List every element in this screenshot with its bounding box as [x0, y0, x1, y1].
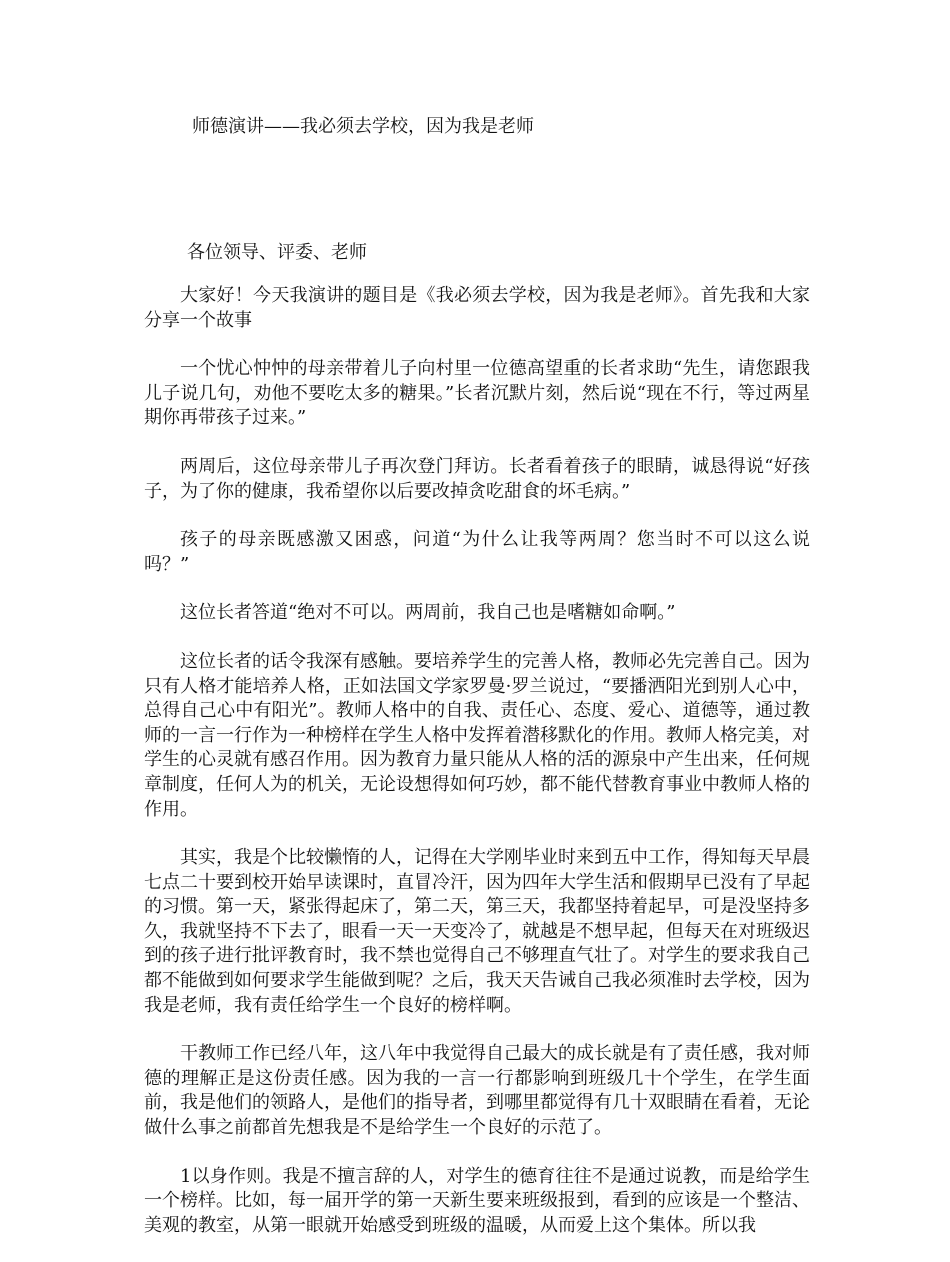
paragraph-story-intro: 一个忧心忡忡的母亲带着儿子向村里一位德高望重的长者求助“先生，请您跟我儿子说几句，劝他不要吃太多的糖果。”长者沉默片刻，然后说“现在不行，等过两星期你再带孩子过来。”: [144, 358, 810, 429]
paragraph-responsibility: 干教师工作已经八年，这八年中我觉得自己最大的成长就是有了责任感，我对师德的理解正是这份责任感。因为我的一言一行都影响到班级几十个学生，在学生面前，我是他们的领路人，是他们的指导者，到哪里都觉得有几十双眼睛在看着，无论做什么事之前都首先想我是不是给学生一个良好的示范了。: [144, 1043, 810, 1139]
salutation: 各位领导、评委、老师: [187, 242, 367, 263]
paragraph-personal-story: 其实，我是个比较懒惰的人，记得在大学刚毕业时来到五中工作，得知每天早晨七点二十要到校开始早读课时，直冒冷汗，因为四年大学生活和假期早已没有了早起的习惯。第一天，紧张得起床了，第二天，第三天，我都坚持着起早，可是没坚持多久，我就坚持不下去了，眼看一天一天变冷了，就越是不想早起，但每天在对班级迟到的孩子进行批评教育时，我不禁也觉得自己不够理直气壮了。对学生的要求我自己都不能做到如何要求学生能做到呢？之后，我天天告诫自己我必须准时去学校，因为我是老师，我有责任给学生一个良好的榜样啊。: [144, 847, 810, 1016]
paragraph-mother-question: 孩子的母亲既感激又困惑，问道“为什么让我等两周？您当时不可以这么说吗？”: [144, 529, 810, 575]
document-title: 师德演讲——我必须去学校，因为我是老师: [192, 116, 534, 137]
paragraph-two-weeks-later: 两周后，这位母亲带儿子再次登门拜访。长者看着孩子的眼睛，诚恳得说“好孩子，为了你的健康，我希望你以后要改掉贪吃甜食的坏毛病。”: [144, 455, 810, 502]
paragraph-elder-answer: 这位长者答道“绝对不可以。两周前，我自己也是嗜糖如命啊。”: [180, 602, 676, 624]
paragraph-lead-by-example: 1以身作则。我是不擅言辞的人，对学生的德育往往不是通过说教，而是给学生一个榜样。比如，每一届开学的第一天新生要来班级报到，看到的应该是一个整洁、美观的教室，从第一眼就开始感受到班级的温暖，从而爱上这个集体。所以我: [144, 1165, 810, 1236]
document-body: [144, 284, 810, 1262]
paragraph-greeting: 大家好！今天我演讲的题目是《我必须去学校，因为我是老师》。首先我和大家分享一个故事: [144, 285, 810, 331]
paragraph-reflection: 这位长者的话令我深有感触。要培养学生的完善人格，教师必先完善自己。因为只有人格才能培养人格，正如法国文学家罗曼·罗兰说过，“要播洒阳光到别人心中，总得自己心中有阳光”。教师人格中的自我、责任心、态度、爱心、道德等，通过教师的一言一行作为一种榜样在学生人格中发挥着潜移默化的作用。教师人格完美，对学生的心灵就有感召作用。因为教育力量只能从人格的活的源泉中产生出来，任何规章制度，任何人为的机关，无论设想得如何巧妙，都不能代替教育事业中教师人格的作用。: [144, 650, 810, 820]
